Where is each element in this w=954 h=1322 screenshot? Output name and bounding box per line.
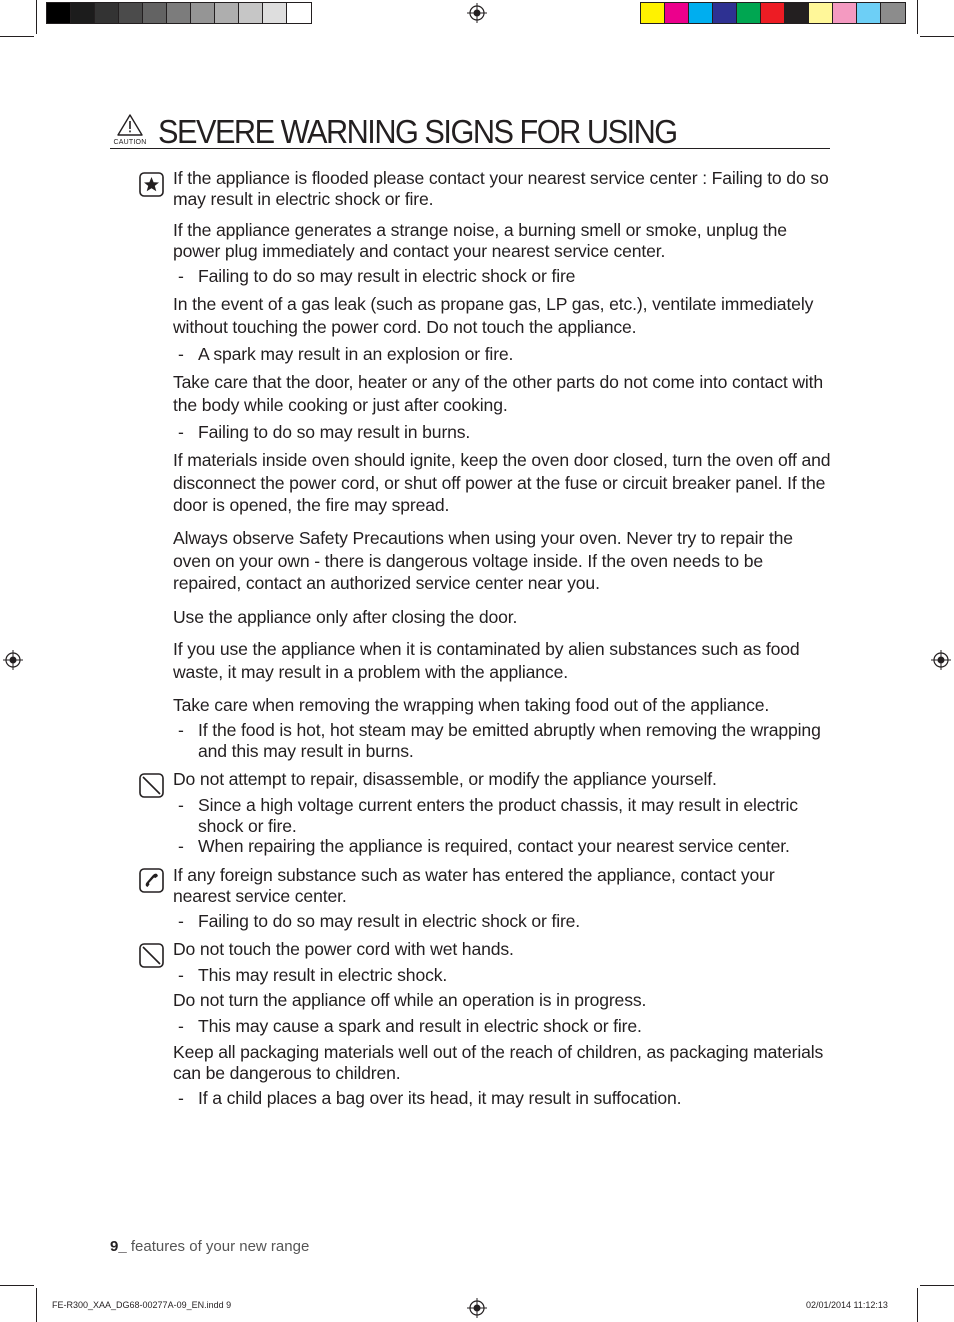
- color-swatch: [761, 3, 785, 23]
- warning-consequence: [178, 911, 828, 932]
- registration-mark-icon: [931, 650, 951, 670]
- crop-mark: [917, 1288, 918, 1322]
- bullet-dash: -: [178, 344, 184, 364]
- warning-paragraph: Take care that the door, heater or any of the other parts do not come into contact with the body while cooking or just after cooking.: [173, 372, 824, 415]
- prohibited-icon: [139, 773, 164, 798]
- warning-paragraph: If the appliance is flooded please contact your nearest service center : Failing to do so may result in electric shock or fire.: [173, 168, 829, 209]
- color-swatch: [95, 3, 119, 23]
- consequence-text: This may result in electric shock.: [198, 965, 448, 985]
- color-swatch: [809, 3, 833, 23]
- bullet-dash: -: [178, 720, 184, 740]
- crop-mark: [0, 1285, 34, 1286]
- warning-triangle-icon: [117, 114, 143, 136]
- crop-mark: [36, 0, 37, 34]
- crop-mark: [917, 0, 918, 34]
- file-slug: FE-R300_XAA_DG68-00277A-09_EN.indd 9: [52, 1300, 232, 1310]
- color-swatch: [167, 3, 191, 23]
- warning-paragraph: Do not touch the power cord with wet hands.: [173, 939, 514, 959]
- warning-consequence: [178, 422, 828, 443]
- warning-paragraph: Do not turn the appliance off while an operation is in progress.: [173, 990, 647, 1010]
- star-icon: [139, 172, 164, 197]
- warning-paragraph: Take care when removing the wrapping when taking food out of the appliance.: [173, 695, 770, 715]
- consequence-text: When repairing the appliance is required, contact your nearest service center.: [198, 836, 790, 856]
- consequence-text: Failing to do so may result in burns.: [198, 422, 471, 442]
- consequence-text: Failing to do so may result in electric shock or fire.: [198, 911, 581, 931]
- color-calibration-strip: [640, 2, 906, 24]
- page-title: SEVERE WARNING SIGNS FOR USING: [158, 113, 677, 150]
- warning-paragraph: If any foreign substance such as water has entered the appliance, contact your nearest service center.: [173, 865, 775, 906]
- color-swatch: [641, 3, 665, 23]
- section-header: [110, 110, 830, 149]
- warning-consequence: [178, 1016, 828, 1037]
- bullet-dash: -: [178, 911, 184, 931]
- warning-consequence: [178, 836, 828, 857]
- consequence-text: Since a high voltage current enters the product chassis, it may result in electric shock or fire.: [198, 795, 798, 836]
- warning-paragraph: In the event of a gas leak (such as propane gas, LP gas, etc.), ventilate immediately without touching the power cord. Do not touch the appliance.: [173, 294, 814, 337]
- crop-mark: [36, 1288, 37, 1322]
- caution-label: CAUTION: [113, 139, 147, 146]
- color-swatch: [71, 3, 95, 23]
- warning-paragraph: Do not attempt to repair, disassemble, or modify the appliance yourself.: [173, 769, 717, 789]
- gray-calibration-strip: [46, 2, 312, 24]
- color-swatch: [287, 3, 311, 23]
- color-swatch: [239, 3, 263, 23]
- page-footer: [110, 1238, 309, 1255]
- prohibited-icon: [139, 943, 164, 968]
- bullet-dash: -: [178, 1088, 184, 1108]
- color-swatch: [143, 3, 167, 23]
- bullet-dash: -: [178, 422, 184, 442]
- warning-paragraph: Keep all packaging materials well out of the reach of children, as packaging materials can be dangerous to children.: [173, 1042, 824, 1083]
- color-swatch: [713, 3, 737, 23]
- warning-paragraph: Always observe Safety Precautions when using your oven. Never try to repair the oven on your own - there is dangerous voltage inside. If the oven needs to be repaired, contact an authorized service center near you.: [173, 528, 793, 593]
- crop-mark: [920, 36, 954, 37]
- warning-paragraph: If materials inside oven should ignite, keep the oven door closed, turn the oven off and disconnect the power cord, or shut off power at the fuse or circuit breaker panel. If the door is opened, the fire may spread.: [173, 450, 831, 515]
- consequence-text: If the food is hot, hot steam may be emitted abruptly when removing the wrapping and this may result in burns.: [198, 720, 821, 761]
- color-swatch: [857, 3, 881, 23]
- page-number: 9_: [110, 1238, 127, 1255]
- consequence-text: Failing to do so may result in electric shock or fire: [198, 266, 576, 286]
- phone-icon: [139, 868, 164, 893]
- warning-paragraph: Use the appliance only after closing the door.: [173, 607, 518, 627]
- color-swatch: [833, 3, 857, 23]
- color-swatch: [689, 3, 713, 23]
- warning-consequence: [178, 795, 828, 836]
- consequence-text: This may cause a spark and result in electric shock or fire.: [198, 1016, 642, 1036]
- color-swatch: [47, 3, 71, 23]
- color-swatch: [119, 3, 143, 23]
- warning-consequence: [178, 266, 828, 287]
- registration-mark-icon: [467, 3, 487, 23]
- warning-paragraph: If you use the appliance when it is contaminated by alien substances such as food waste, it may result in a problem with the appliance.: [173, 639, 800, 682]
- color-swatch: [785, 3, 809, 23]
- color-swatch: [881, 3, 905, 23]
- bullet-dash: -: [178, 965, 184, 985]
- section-name: features of your new range: [126, 1238, 310, 1255]
- crop-mark: [920, 1285, 954, 1286]
- color-swatch: [191, 3, 215, 23]
- bullet-dash: -: [178, 836, 184, 856]
- color-swatch: [665, 3, 689, 23]
- color-swatch: [215, 3, 239, 23]
- bullet-dash: -: [178, 1016, 184, 1036]
- crop-mark: [0, 36, 34, 37]
- registration-mark-icon: [3, 650, 23, 670]
- consequence-text: If a child places a bag over its head, it may result in suffocation.: [198, 1088, 682, 1108]
- consequence-text: A spark may result in an explosion or fire.: [198, 344, 514, 364]
- caution-badge: [110, 114, 150, 146]
- registration-mark-icon: [467, 1298, 487, 1318]
- bullet-dash: -: [178, 266, 184, 286]
- color-swatch: [263, 3, 287, 23]
- warning-consequence: [178, 720, 828, 761]
- bullet-dash: -: [178, 795, 184, 815]
- warning-consequence: [178, 1088, 828, 1109]
- warning-paragraph: If the appliance generates a strange noise, a burning smell or smoke, unplug the power plug immediately and contact your nearest service center.: [173, 220, 787, 261]
- print-timestamp: 02/01/2014 11:12:13: [806, 1300, 888, 1310]
- color-swatch: [737, 3, 761, 23]
- warning-consequence: [178, 965, 828, 986]
- warning-consequence: [178, 344, 828, 365]
